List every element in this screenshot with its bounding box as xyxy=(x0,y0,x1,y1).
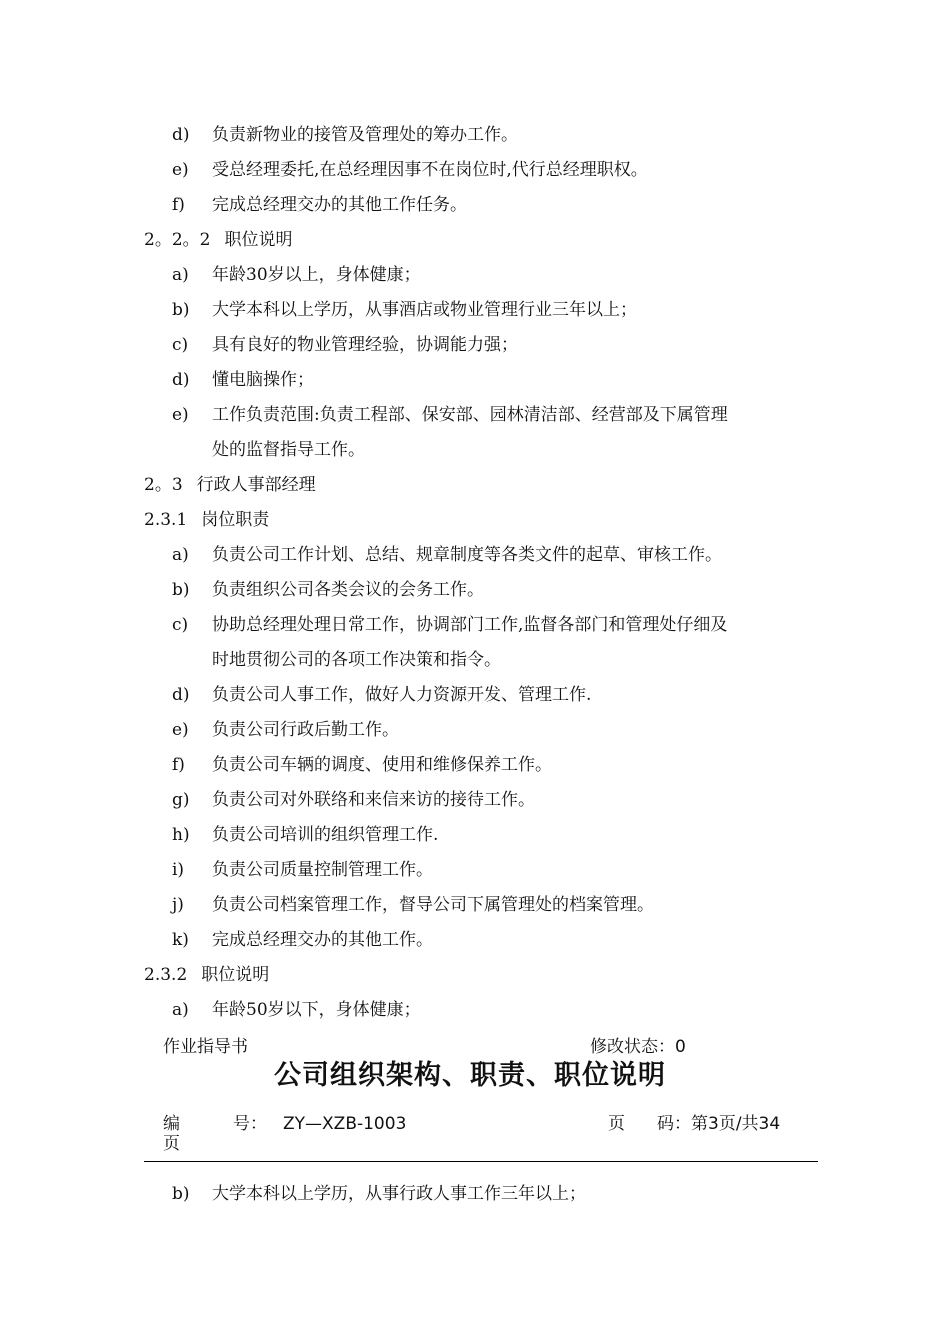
list-item-text: 受总经理委托,在总经理因事不在岗位时,代行总经理职权。 xyxy=(212,160,648,180)
list-marker: a) xyxy=(172,265,189,285)
section-heading-content xyxy=(144,509,269,531)
list-marker: e) xyxy=(172,405,189,425)
list-marker: e) xyxy=(172,720,189,740)
list-item-text: 负责新物业的接管及管理处的筹办工作。 xyxy=(212,125,518,145)
list-marker: d) xyxy=(172,685,190,705)
document-title: 公司组织架构、职责、职位说明 xyxy=(274,1060,666,1091)
section-number: 2。2。2 xyxy=(144,230,211,250)
list-item-text: 大学本科以上学历，从事酒店或物业管理行业三年以上； xyxy=(212,300,637,320)
list-marker: c) xyxy=(172,335,189,355)
list-item-text: 负责公司行政后勤工作。 xyxy=(212,720,399,740)
list-marker: f) xyxy=(172,755,185,775)
section-number: 2。3 xyxy=(144,475,183,495)
header-divider xyxy=(144,1161,818,1162)
section-heading-content xyxy=(144,964,269,986)
list-item-text: 年龄50岁以下，身体健康； xyxy=(212,1000,421,1020)
list-marker: a) xyxy=(172,1000,189,1020)
section-title: 职位说明 xyxy=(201,965,270,985)
document-code: ZY—XZB-1003 xyxy=(283,1114,407,1134)
list-marker: c) xyxy=(172,615,189,635)
list-item-text: 工作负责范围:负责工程部、保安部、园林清洁部、经营部及下属管理 xyxy=(212,405,728,425)
list-marker: b) xyxy=(172,300,190,320)
list-item-text: 具有良好的物业管理经验，协调能力强； xyxy=(212,335,518,355)
code-label-wrap: 页 xyxy=(163,1134,180,1154)
code-label-char-2: 号： xyxy=(233,1114,267,1134)
revision-status: 修改状态：0 xyxy=(590,1037,686,1057)
list-marker: h) xyxy=(172,825,190,845)
list-item-text: 大学本科以上学历，从事行政人事工作三年以上； xyxy=(212,1184,586,1204)
list-marker: d) xyxy=(172,370,190,390)
list-item-text: 懂电脑操作； xyxy=(212,370,314,390)
list-marker: i) xyxy=(172,860,185,880)
list-marker: b) xyxy=(172,580,190,600)
list-item-text: 负责公司质量控制管理工作。 xyxy=(212,860,433,880)
list-item-text: 处的监督指导工作。 xyxy=(212,440,365,460)
list-item-text: 负责公司工作计划、总结、规章制度等各类文件的起草、审核工作。 xyxy=(212,545,722,565)
list-item-text: 负责公司对外联络和来信来访的接待工作。 xyxy=(212,790,535,810)
list-marker: a) xyxy=(172,545,189,565)
section-heading-content xyxy=(144,229,292,251)
list-item-text: 负责公司培训的组织管理工作. xyxy=(212,825,439,845)
section-heading-content xyxy=(144,474,316,496)
doc-type-label: 作业指导书 xyxy=(163,1037,248,1057)
section-title: 职位说明 xyxy=(224,230,293,250)
section-number: 2.3.2 xyxy=(144,965,188,985)
section-title: 行政人事部经理 xyxy=(196,475,316,495)
list-marker: f) xyxy=(172,195,185,215)
list-item-text: 时地贯彻公司的各项工作决策和指令。 xyxy=(212,650,501,670)
list-item-text: 完成总经理交办的其他工作。 xyxy=(212,930,433,950)
page-label-char-1: 页 xyxy=(608,1114,625,1134)
code-label-char-1: 编 xyxy=(163,1114,180,1134)
list-item-text: 年龄30岁以上，身体健康； xyxy=(212,265,421,285)
list-marker: j) xyxy=(172,895,184,915)
list-marker: d) xyxy=(172,125,190,145)
list-item-text: 负责公司人事工作，做好人力资源开发、管理工作. xyxy=(212,685,592,705)
list-marker: e) xyxy=(172,160,189,180)
list-item-text: 负责公司档案管理工作，督导公司下属管理处的档案管理。 xyxy=(212,895,654,915)
list-item-text: 完成总经理交办的其他工作任务。 xyxy=(212,195,467,215)
section-title: 岗位职责 xyxy=(201,510,270,530)
list-item-text: 负责组织公司各类会议的会务工作。 xyxy=(212,580,484,600)
list-marker: k) xyxy=(172,930,189,950)
list-marker: g) xyxy=(172,790,190,810)
list-marker: b) xyxy=(172,1184,190,1204)
page-number: 码：第3页/共34 xyxy=(657,1114,781,1134)
list-item-text: 负责公司车辆的调度、使用和维修保养工作。 xyxy=(212,755,552,775)
list-item-text: 协助总经理处理日常工作，协调部门工作,监督各部门和管理处仔细及 xyxy=(212,615,728,635)
section-number: 2.3.1 xyxy=(144,510,188,530)
